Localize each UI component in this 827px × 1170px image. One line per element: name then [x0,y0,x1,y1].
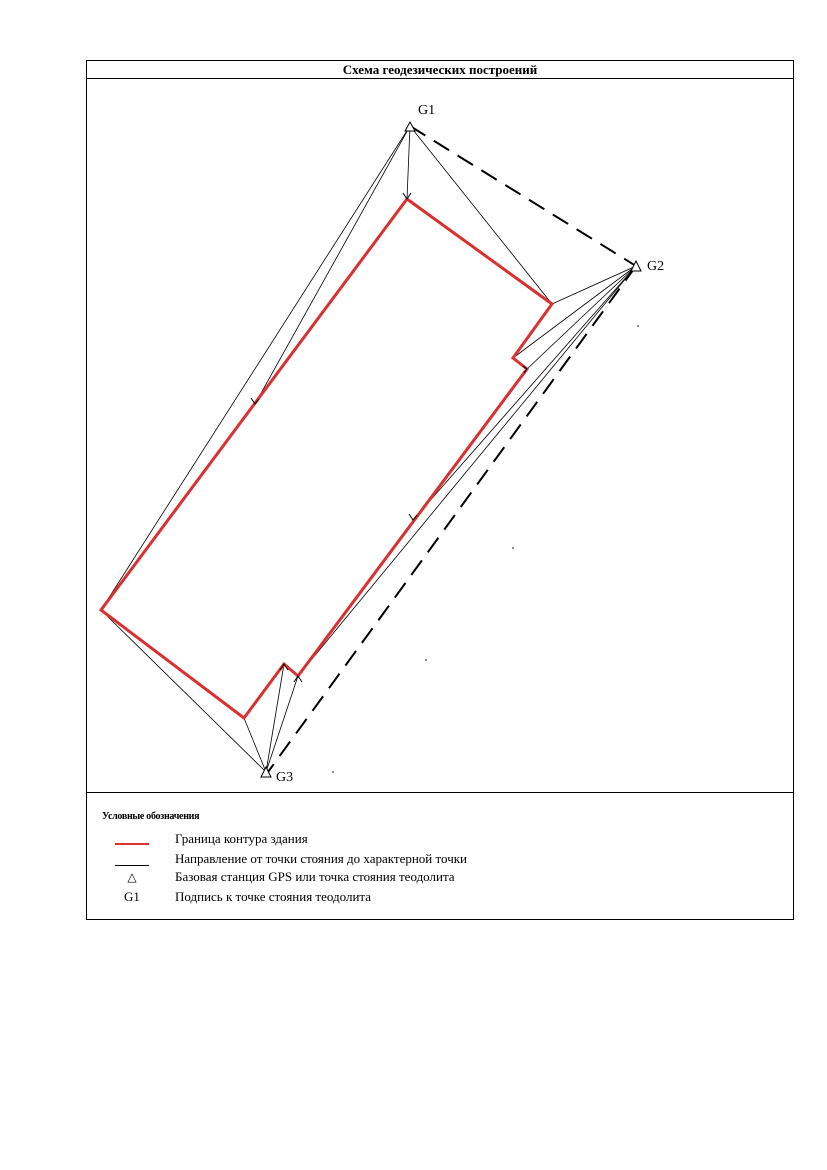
traverse-dashed-lines [268,126,636,772]
direction-line [413,266,636,520]
direction-line [552,266,636,304]
direction-line [407,126,410,199]
stray-dots [332,325,639,773]
triangle-icon: △ [127,870,137,884]
legend-title: Условные обозначения [102,811,200,822]
direction-line [101,126,410,610]
station-g2 [631,259,664,274]
traverse-g2-g3 [268,266,636,772]
legend-item-label: Базовая станция GPS или точка стояния теодолита [175,869,455,884]
direction-line [513,266,636,358]
station-g3 [261,767,293,785]
direction-line [298,266,636,676]
direction-line [266,664,284,772]
station-label: G2 [647,259,665,274]
diagram-title: Схема геодезических построений [87,61,793,79]
station-g1 [405,103,435,131]
legend-item-label: Направление от точки стояния до характерной точки [175,851,467,866]
station-label-sample: G1 [124,889,140,904]
direction-line [255,126,410,404]
direction-lines [101,126,636,772]
legend-item-label: Граница контура здания [175,831,308,846]
triangle-icon [405,122,415,131]
station-label: G1 [418,103,436,118]
direction-line [101,610,266,772]
station-label: G3 [276,770,294,785]
direction-line [266,676,298,772]
point-mark [294,676,302,682]
traverse-g1-g2 [410,126,636,266]
legend-item-label: Подпись к точке стояния теодолита [175,889,372,904]
triangle-icon [631,261,641,271]
building-contour [101,199,552,718]
direction-line [244,718,266,772]
